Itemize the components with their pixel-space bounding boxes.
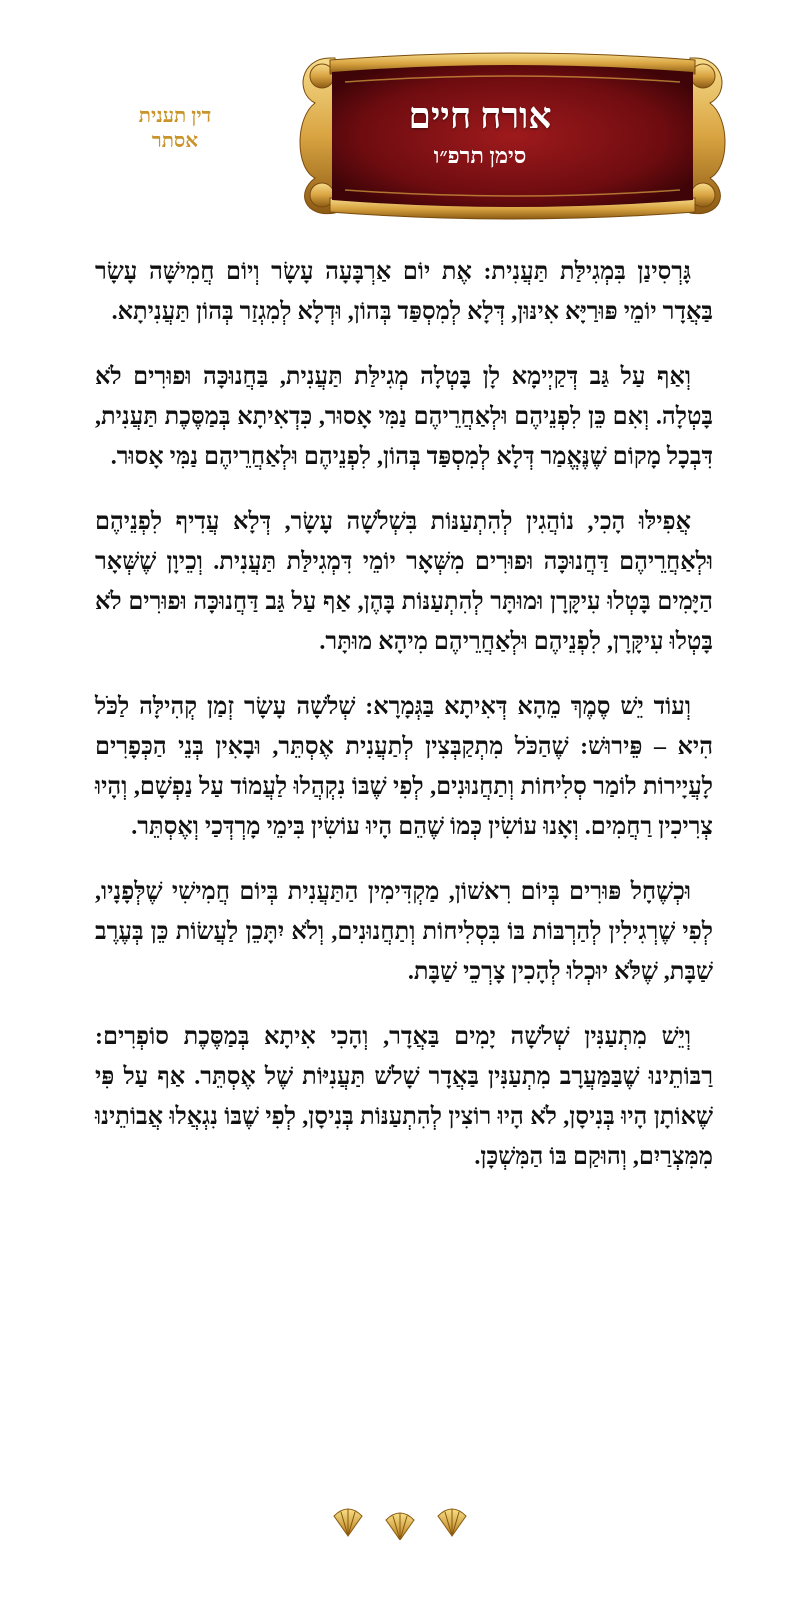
paragraph: וְיֵשׁ מִתְעַנִּין שְׁלֹשָׁה יָמִים בַּאֲדָר, וְהָכִי אִיתָא בְּמַסֶּכֶת סוֹפְרִים: רַבּוֹתֵינוּ שֶׁבַּמַּעֲרָב מִתְעַנִּין בַּאֲדָר שָׁלֹשׁ תַּעֲנִיּוֹת שֶׁל אֶסְתֵּר. אַף עַל פִּי שֶׁאוֹתָן הָיוּ בְּנִיסָן, לֹא הָיוּ רוֹצִין לְהִתְעַנּוֹת בְּנִיסָן, לְפִי שֶׁבּוֹ נִגְאֲלוּ אֲבוֹתֵינוּ מִמִּצְרַיִם, וְהוּקַם בּוֹ הַמִּשְׁכָּן. xyxy=(95,1024,713,1170)
page-header xyxy=(0,0,800,215)
topic-label-line1: דין תענית xyxy=(138,105,212,127)
paragraph: וּכְשֶׁחָל פּוּרִים בְּיוֹם רִאשׁוֹן, מַקְדִּימִין הַתַּעֲנִית בְּיוֹם חֲמִישִׁי שֶׁלְּפָנָיו, לְפִי שֶׁרְגִילִין לְהַרְבּוֹת בּוֹ בִּסְלִיחוֹת וְתַחֲנוּנִים, וְלֹא יִתָּכֵן לַעֲשׂוֹת כֵּן בְּעֶרֶב שַׁבָּת, שֶׁלֹּא יוּכְלוּ לְהָכִין צָרְכֵי שַׁבָּת. xyxy=(95,879,713,985)
paragraph: אֲפִילּוּ הָכִי, נוֹהֲגִין לְהִתְעַנּוֹת בִּשְׁלֹשָׁה עָשָׂר, דְּלָא עֲדִיף לִפְנֵיהֶם וּלְאַחֲרֵיהֶם דַּחֲנוּכָּה וּפוּרִים מִשְּׁאָר יוֹמֵי דִּמְגִילַּת תַּעֲנִית. וְכֵיוָן שֶׁשְּׁאָר הַיָּמִים בָּטְלוּ עִיקָּרָן וּמוּתָּר לְהִתְעַנּוֹת בָּהֶן, אַף עַל גַּב דַּחֲנוּכָּה וּפוּרִים לֹא בָּטְלוּ עִיקָּרָן, לִפְנֵיהֶם וּלְאַחֲרֵיהֶם מִיהָא מוּתָּר. xyxy=(95,509,713,655)
body-text xyxy=(95,252,713,1202)
shell-icon xyxy=(386,1513,414,1540)
paragraph: גָּרְסִינַן בִּמְגִילַּת תַּעֲנִית: אֶת יוֹם אַרְבָּעָה עָשָׂר וְיוֹם חֲמִישָּׁה עָשָׂר בַּאֲדָר יוֹמֵי פּוּרַיָּא אִינּוּן, דְּלָא לְמִסְפַּד בְּהוֹן, וּדְלָא לְמִגְזַר בְּהוֹן תַּעֲנִיתָא. xyxy=(95,259,713,325)
siman-subtitle: סימן תרפ״ו xyxy=(433,143,527,168)
topic-label-line2: אסתר xyxy=(151,130,199,152)
shell-icon xyxy=(334,1509,362,1536)
scallop-shells-icon xyxy=(330,1502,470,1540)
paragraph: וְאַף עַל גַּב דְּקַיְימָא לָן בָּטְלָה מְגִילַּת תַּעֲנִית, בַּחֲנוּכָּה וּפוּרִים לֹא בָּטְלָה. וְאִם כֵּן לִפְנֵיהֶם וּלְאַחֲרֵיהֶם נַמִּי אָסוּר, כִּדְאִיתָא בְּמַסֶּכֶת תַּעֲנִית, דִּבְכָל מָקוֹם שֶׁנֶּאֱמַר דְּלָא לְמִסְפַּד בְּהוֹן, לִפְנֵיהֶם וּלְאַחֲרֵיהֶם נַמִּי אָסוּר. xyxy=(95,364,713,470)
paragraph: וְעוֹד יֵשׁ סֶמֶךְ מֵהָא דְּאִיתָא בַּגְּמָרָא: שְׁלֹשָׁה עָשָׂר זְמַן קְהִילָּה לַכֹּל הִיא – פֵּירוּשׁ: שֶׁהַכֹּל מִתְקַבְּצִין לְתַעֲנִית אֶסְתֵּר, וּבָאִין בְּנֵי הַכְּפָרִים לָעֲיָירוֹת לוֹמַר סְלִיחוֹת וְתַחֲנוּנִים, לְפִי שֶׁבּוֹ נִקְהֲלוּ לַעֲמוֹד עַל נַפְשָׁם, וְהָיוּ צְרִיכִין רַחֲמִים. וְאָנוּ עוֹשִׂין כְּמוֹ שֶׁהֵם הָיוּ עוֹשִׂין בִּימֵי מָרְדְּכַי וְאֶסְתֵּר. xyxy=(95,694,713,840)
page-title: אורח חיים xyxy=(408,96,552,136)
topic-label xyxy=(110,104,240,154)
shell-icon xyxy=(438,1509,466,1536)
